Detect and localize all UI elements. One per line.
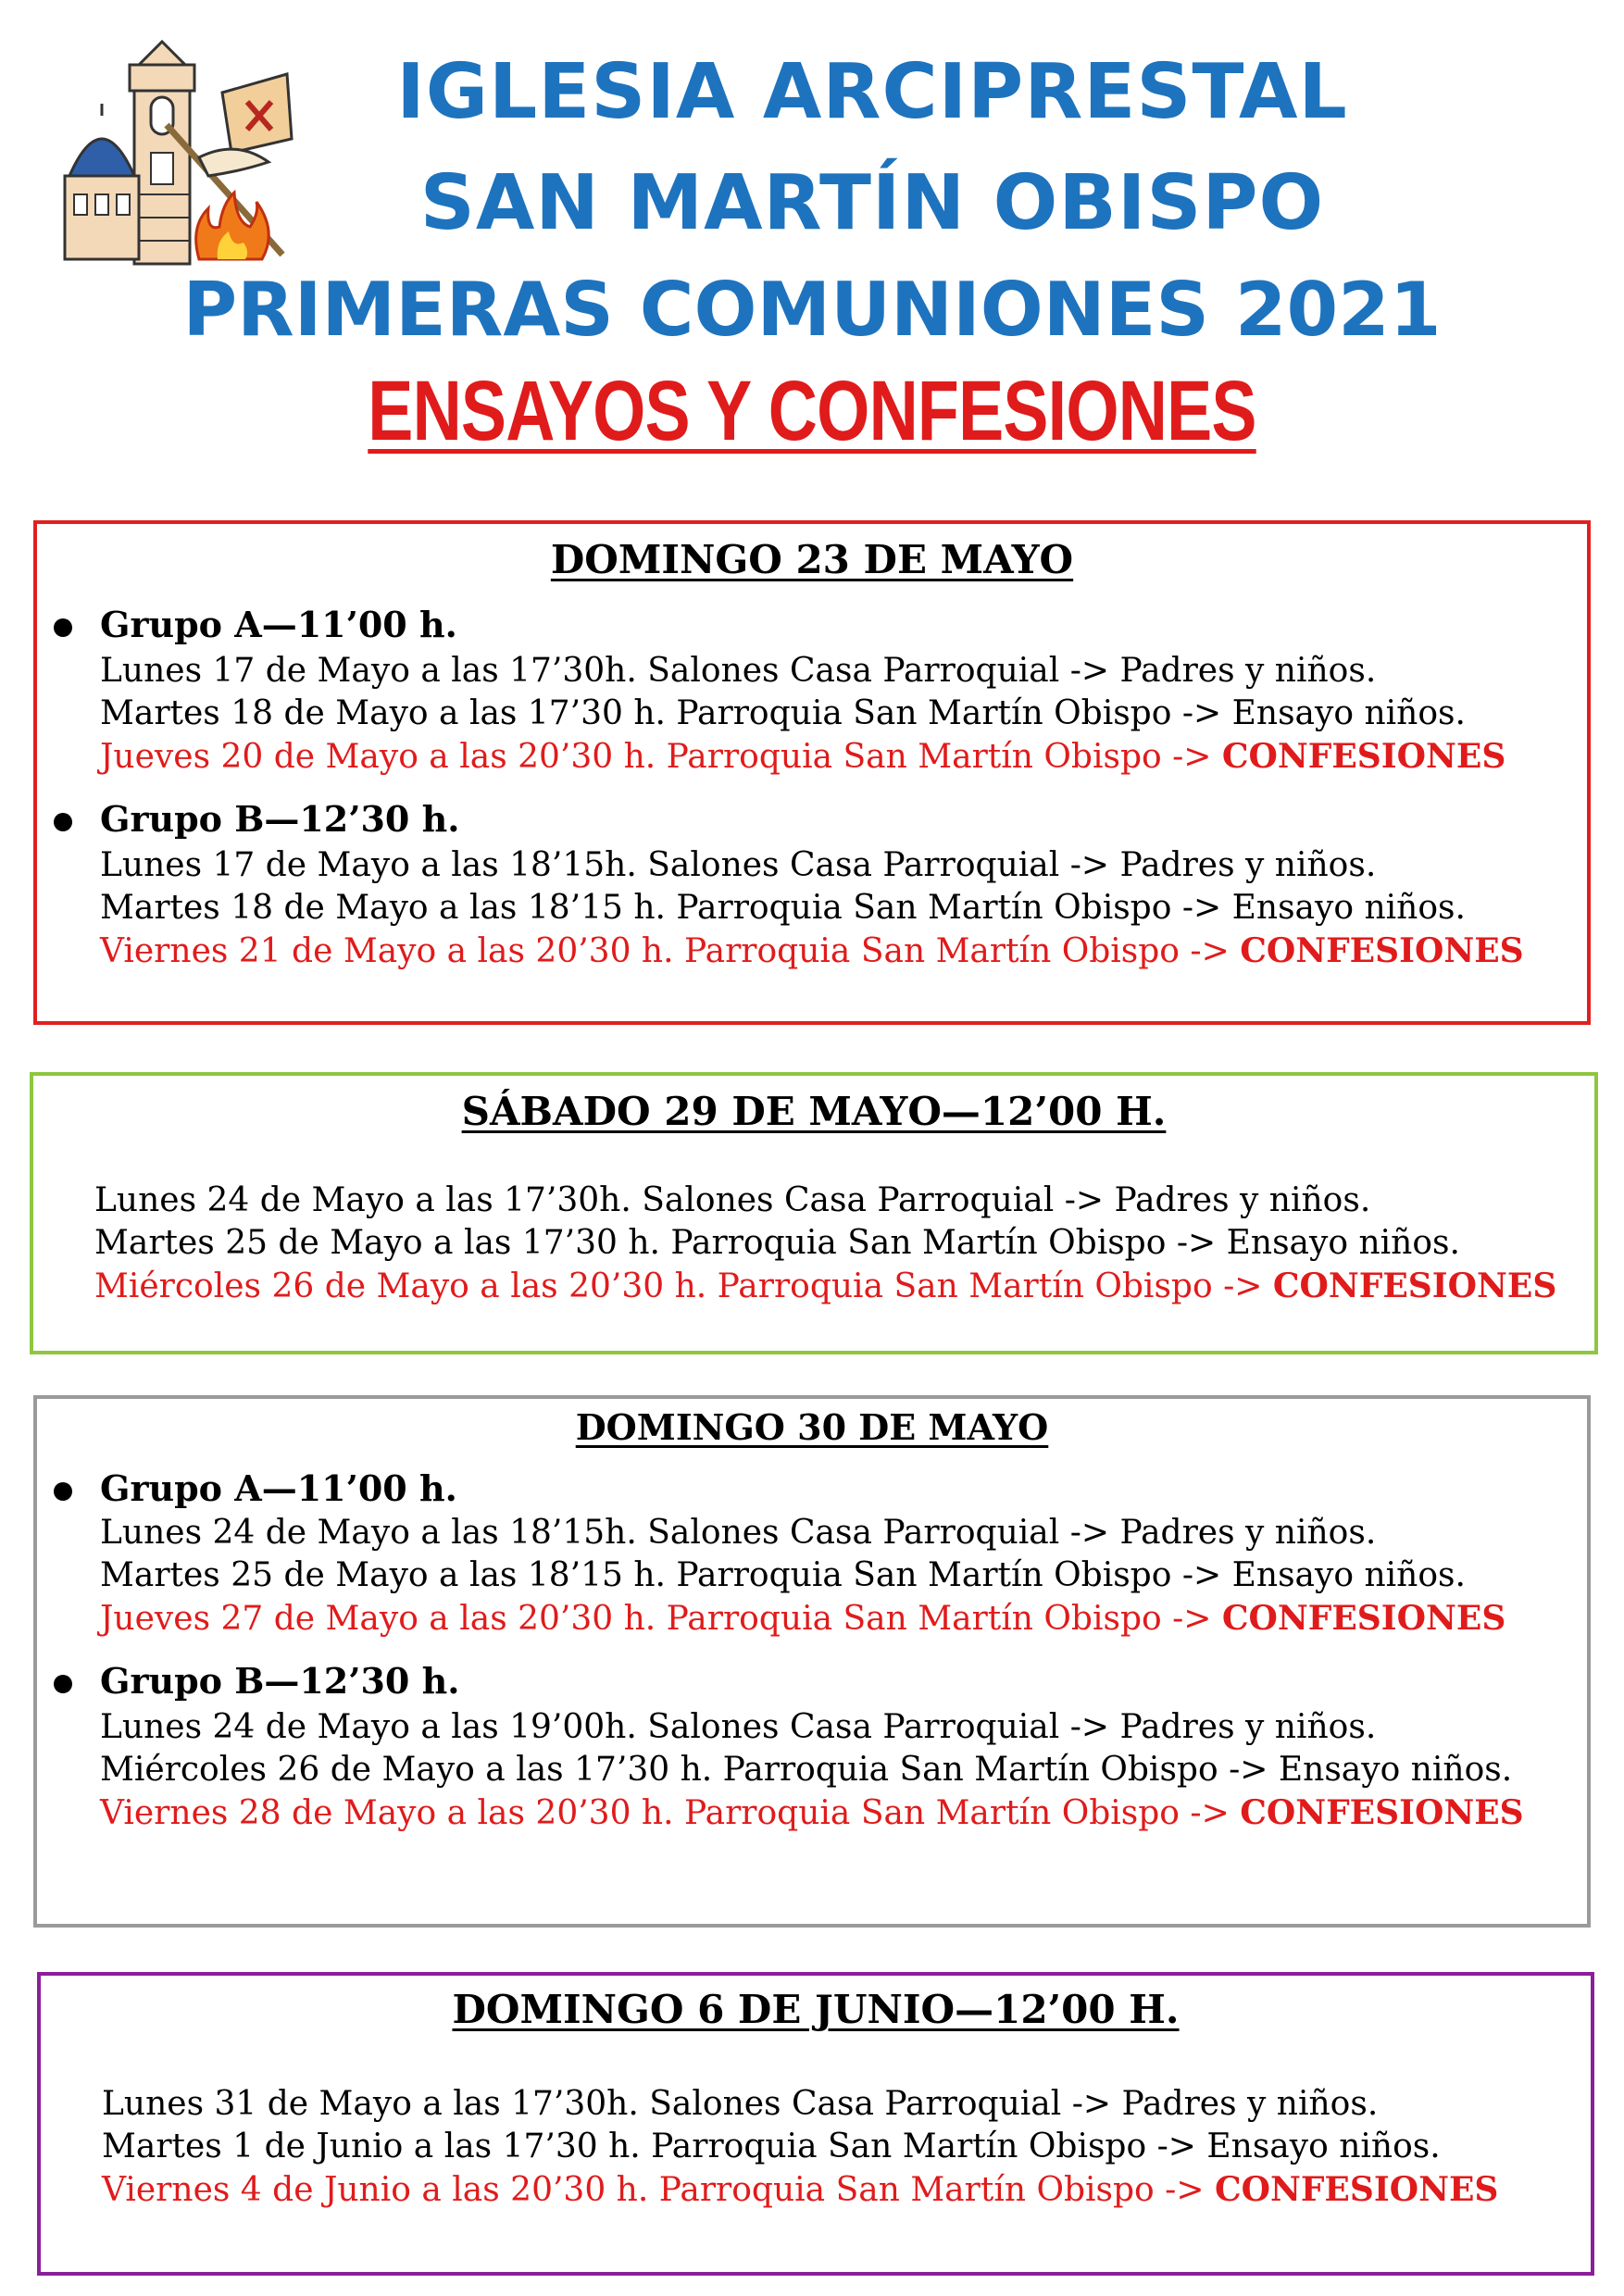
confession-line: Viernes 21 de Mayo a las 20’30 h. Parroquia San Martín Obispo -> CONFESIONES [100,931,1524,970]
confession-line: Jueves 27 de Mayo a las 20’30 h. Parroquia San Martín Obispo -> CONFESIONES [100,1599,1506,1638]
group-label: Grupo B—12’30 h. [100,798,460,840]
schedule-line: Lunes 24 de Mayo a las 17’30h. Salones Casa Parroquial -> Padres y niños. [94,1181,1371,1219]
confession-line: Miércoles 26 de Mayo a las 20’30 h. Parroquia San Martín Obispo -> CONFESIONES [94,1267,1557,1305]
bullet-icon [54,813,72,831]
confession-line: Jueves 20 de Mayo a las 20’30 h. Parroquia San Martín Obispo -> CONFESIONES [100,737,1506,776]
schedule-line: Lunes 17 de Mayo a las 17’30h. Salones Casa Parroquial -> Padres y niños. [100,652,1377,690]
schedule-line: Martes 25 de Mayo a las 17’30 h. Parroquia San Martín Obispo -> Ensayo niños. [94,1224,1460,1262]
schedule-line: Miércoles 26 de Mayo a las 17’30 h. Parroquia San Martín Obispo -> Ensayo niños. [100,1751,1513,1789]
section-title: DOMINGO 23 DE MAYO [550,537,1074,582]
schedule-line: Martes 18 de Mayo a las 17’30 h. Parroquia San Martín Obispo -> Ensayo niños. [100,694,1466,732]
group-label: Grupo A—11’00 h. [100,604,457,645]
section-domingo-6-junio [37,1972,1594,2276]
schedule-line: Martes 18 de Mayo a las 18’15 h. Parroquia San Martín Obispo -> Ensayo niños. [100,889,1466,927]
group-label: Grupo A—11’00 h. [100,1467,457,1509]
section-title: SÁBADO 29 DE MAYO—12’00 H. [461,1089,1167,1134]
schedule-line: Lunes 24 de Mayo a las 19’00h. Salones Casa Parroquial -> Padres y niños. [100,1708,1377,1746]
section-sabado-29 [30,1072,1598,1354]
schedule-line: Martes 1 de Junio a las 17’30 h. Parroquia San Martín Obispo -> Ensayo niños. [102,2128,1441,2165]
schedule-line: Lunes 24 de Mayo a las 18’15h. Salones Casa Parroquial -> Padres y niños. [100,1514,1377,1552]
confession-line: Viernes 28 de Mayo a las 20’30 h. Parroquia San Martín Obispo -> CONFESIONES [100,1793,1524,1832]
group-label: Grupo B—12’30 h. [100,1660,460,1702]
header-line-2: SAN MARTÍN OBISPO [419,159,1325,247]
section-title: DOMINGO 30 DE MAYO [575,1406,1049,1448]
section-domingo-30 [33,1395,1591,1928]
bullet-icon [54,1482,72,1501]
section-title: DOMINGO 6 DE JUNIO—12’00 H. [452,1987,1180,2032]
header-line-4: ENSAYOS Y CONFESIONES [368,364,1256,458]
schedule-line: Lunes 31 de Mayo a las 17’30h. Salones Casa Parroquial -> Padres y niños. [102,2085,1379,2123]
header-line-1: IGLESIA ARCIPRESTAL [396,48,1348,136]
schedule-line: Martes 25 de Mayo a las 18’15 h. Parroquia San Martín Obispo -> Ensayo niños. [100,1556,1466,1594]
bullet-icon [54,1675,72,1693]
bullet-icon [54,618,72,637]
confession-line: Viernes 4 de Junio a las 20’30 h. Parroquia San Martín Obispo -> CONFESIONES [102,2170,1499,2209]
schedule-line: Lunes 17 de Mayo a las 18’15h. Salones Casa Parroquial -> Padres y niños. [100,846,1377,884]
header-line-3: PRIMERAS COMUNIONES 2021 [182,267,1442,353]
section-domingo-23 [33,520,1591,1025]
